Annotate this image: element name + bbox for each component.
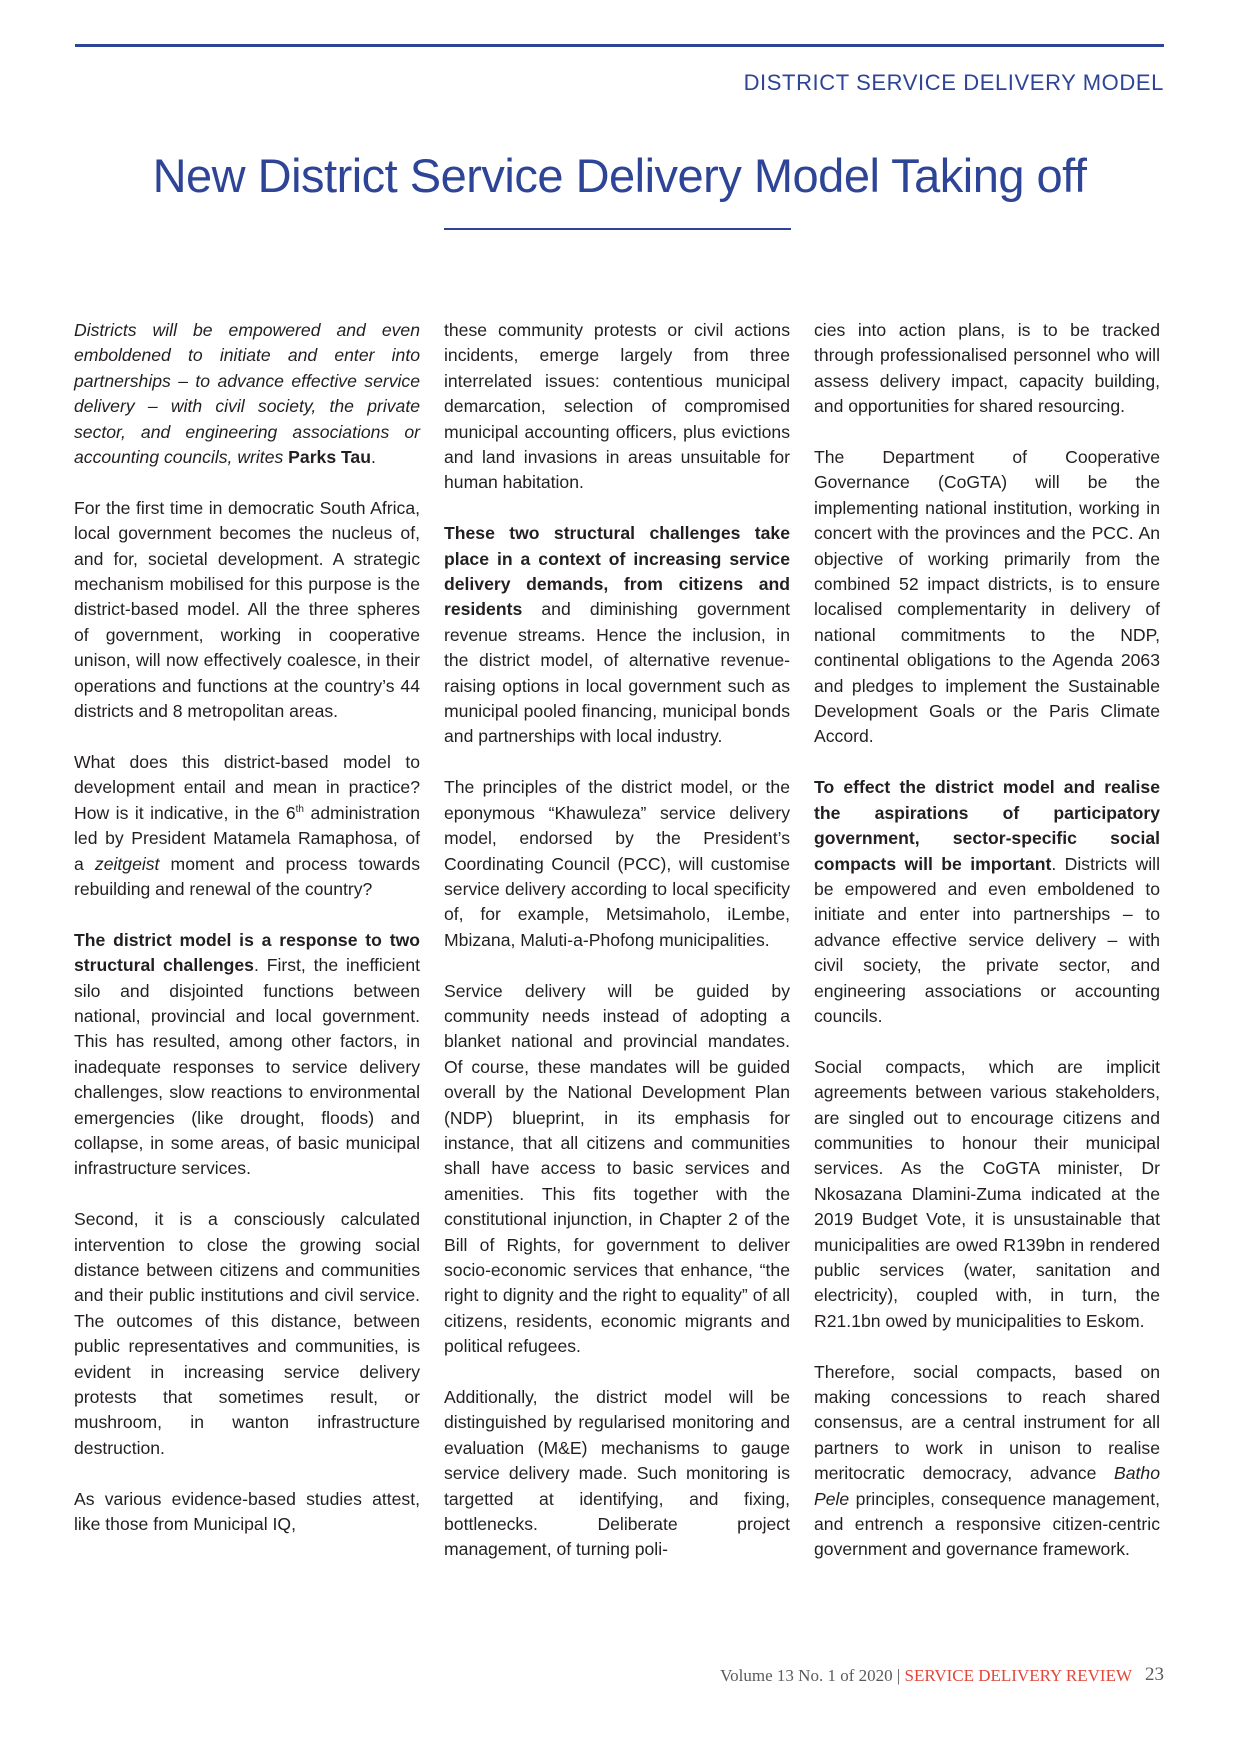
author-name: Parks Tau: [288, 447, 371, 468]
column-2: [444, 318, 790, 1563]
column-3: [814, 318, 1160, 1563]
page-number: 23: [1145, 1664, 1164, 1685]
bold-lead: The district model is a response to two structural challenges: [74, 929, 420, 976]
footer-issue-line: [720, 1666, 1132, 1686]
title-underline: [444, 228, 791, 230]
superscript: th: [295, 803, 304, 815]
column-1: [74, 318, 420, 1537]
issue-info: Volume 13 No. 1 of 2020: [720, 1666, 893, 1685]
paragraph: these community protests or civil actions incidents, emerge largely from three interrelated issues: contentious municipal demarcation, selection of compromised municipal accounting officers, plus evictions and land invasions in areas unsuitable for human habitation.: [444, 320, 790, 493]
paragraph: What does this district-based model to development entail and mean in practice? How is it indicative, in the 6th administration led by President Matamela Ramaphosa, of a zeitgeist moment and process towards rebuilding and renewal of the country?: [74, 751, 420, 899]
emphasis: Batho Pele: [814, 1463, 1160, 1509]
paragraph: For the first time in democratic South Africa, local government becomes the nucleus of, and for, societal development. A strategic mechanism mobilised for this purpose is the district-based model. All the three spheres of government, working in cooperative unison, will now effectively coalesce, in their operations and functions at the country’s 44 districts and 8 metropolitan areas.: [74, 497, 420, 722]
paragraph: cies into action plans, is to be tracked through professionalised personnel who will assess delivery impact, capacity building, and opportunities for shared resourcing.: [814, 320, 1160, 417]
paragraph: Social compacts, which are implicit agreements between various stakeholders, are singled out to encourage citizens and communities to honour their municipal services. As the CoGTA minister, Dr Nkosazana Dlamini-Zuma indicated at the 2019 Budget Vote, it is unsustainable that municipalities are owed R139bn in rendered public services (water, sanitation and electricity), coupled with, in turn, the R21.1bn owed by municipalities to Eskom.: [814, 1056, 1160, 1331]
bold-lead: To effect the district model and realise the aspirations of participatory government, sector-specific social compacts will be important: [814, 777, 1160, 874]
publication-name: SERVICE DELIVERY REVIEW: [904, 1666, 1132, 1685]
paragraph: To effect the district model and realise the aspirations of participatory government, sector-specific social compacts will be important. Districts will be empowered and even emboldened to initiate and enter into partnerships – to advance effective service delivery – with civil society, the private sector, and engineering associations or accounting councils.: [814, 777, 1160, 1026]
paragraph: Service delivery will be guided by community needs instead of adopting a blanket national and provincial mandates. Of course, these mandates will be guided overall by the National Development Plan (NDP) blueprint, in its emphasis for instance, that all citizens and communities shall have access to basic services and amenities. This fits together with the constitutional injunction, in Chapter 2 of the Bill of Rights, for government to deliver socio-economic services that enhance, “the right to dignity and the right to equality” of all citizens, residents, economic migrants and political refugees.: [444, 980, 790, 1357]
paragraph: The district model is a response to two structural challenges. First, the inefficient silo and disjointed functions between national, provincial and local government. This has resulted, among other factors, in inadequate responses to service delivery challenges, slow reactions to environmental emergencies (like drought, floods) and collapse, in some areas, of basic municipal infrastructure services.: [74, 929, 421, 1179]
bold-lead: These two structural challenges take place in a context of increasing service delivery demands, from citizens and residents: [444, 523, 790, 620]
paragraph: As various evidence-based studies attest, like those from Municipal IQ,: [74, 1488, 420, 1535]
paragraph: These two structural challenges take place in a context of increasing service delivery demands, from citizens and residents and diminishing government revenue streams. Hence the inclusion, in the district model, of alternative revenue-raising options in local government such as municipal pooled financing, municipal bonds and partnerships with local industry.: [444, 523, 790, 747]
section-label: DISTRICT SERVICE DELIVERY MODEL: [743, 70, 1164, 95]
emphasis: zeitgeist: [94, 853, 160, 874]
paragraph: The Department of Cooperative Governance (CoGTA) will be the implementing national institution, working in concert with the provinces and the PCC. An objective of working primarily from the combined 52 impact districts, is to ensure localised complementarity in delivery of national commitments to the NDP, continental obligations to the Agenda 2063 and pledges to implement the Sustainable Development Goals or the Paris Climate Accord.: [814, 447, 1160, 747]
paragraph: The principles of the district model, or the eponymous “Khawuleza” service delivery model, endorsed by the President’s Coordinating Council (PCC), will customise service delivery according to local specificity of, for example, Metsimaholo, iLembe, Mbizana, Maluti-a-Phofong municipalities.: [444, 777, 790, 950]
paragraph: Second, it is a consciously calculated intervention to close the growing social distance between citizens and communities and their public institutions and civil service. The outcomes of this distance, between public representatives and communities, is evident in increasing service delivery protests that sometimes result, or mushroom, in wanton infrastructure destruction.: [74, 1209, 420, 1458]
standfirst-text: Districts will be empowered and even emboldened to initiate and enter into partnerships – to advance effective service delivery – with civil society, the private sector, and engineering associations or accounting councils, writes: [74, 320, 420, 468]
paragraph: Therefore, social compacts, based on making concessions to reach shared consensus, are a central instrument for all partners to work in unison to realise meritocratic democracy, advance Batho Pele principles, consequence management, and entrench a responsive citizen-centric government and governance framework.: [814, 1361, 1160, 1560]
article-title: New District Service Delivery Model Taking off: [152, 149, 1087, 202]
top-rule: [75, 44, 1164, 47]
footer-separator: |: [892, 1666, 905, 1685]
paragraph: Additionally, the district model will be distinguished by regularised monitoring and evaluation (M&E) mechanisms to gauge service delivery made. Such monitoring is targetted at identifying, and fixing, bottlenecks. Deliberate project management, of turning poli-: [444, 1387, 790, 1560]
standfirst: Districts will be empowered and even emboldened to initiate and enter into partnerships – to advance effective service delivery – with civil society, the private sector, and engineering associations or accounting councils, writes Parks Tau.: [74, 320, 420, 468]
